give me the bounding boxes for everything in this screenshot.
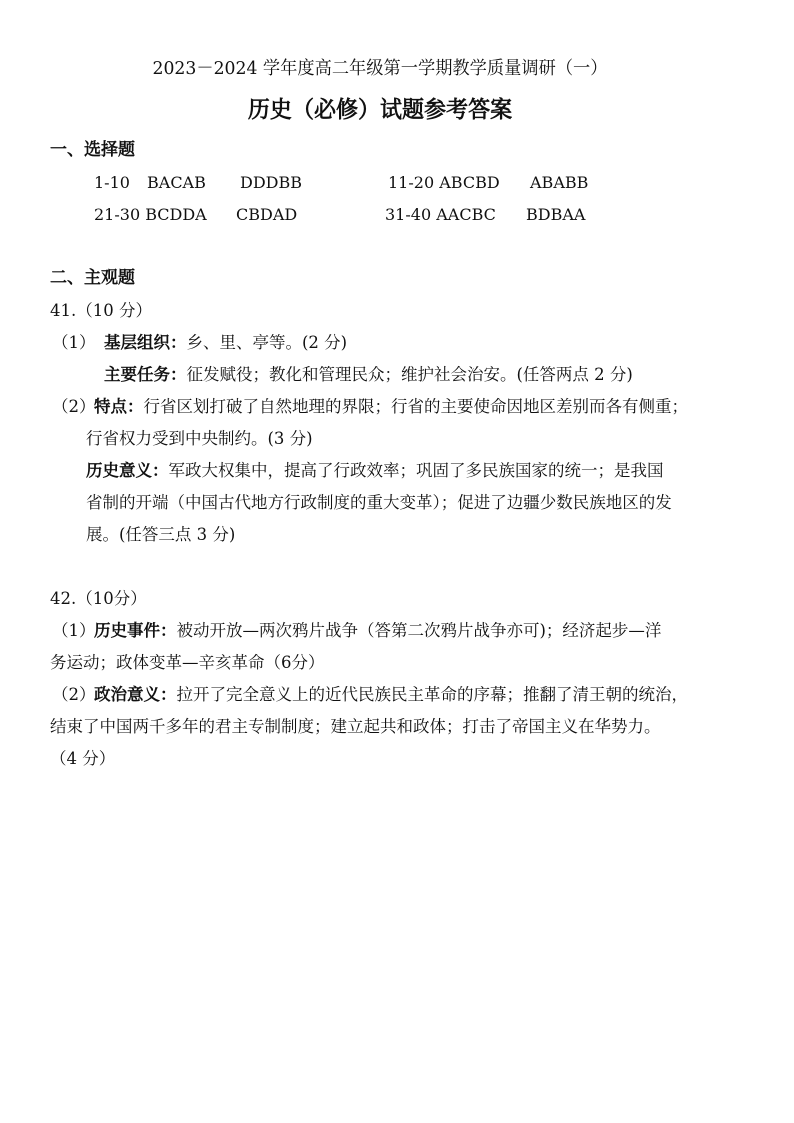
q42-part2-number: （2） [52,685,96,704]
answer-set-1-5: BACAB [147,173,206,192]
q41-part1-text: 乡、里、亭等。(2 分) [186,333,348,352]
question-42-number: 42.（10分） [50,589,147,608]
document-title: 2023－2024 学年度高二年级第一学期教学质量调研（一） [152,58,608,79]
answer-range-31-40: 31-40 AACBC [385,205,496,224]
q41-part1-line [104,335,347,352]
q42-part1-text-cont: 务运动；政体变革—辛亥革命（6分） [50,653,325,672]
q41-part2-text-cont: 行省权力受到中央制约。(3 分) [86,429,313,448]
document-subtitle: 历史（必修）试题参考答案 [247,96,513,123]
question-41-number: 41.（10 分） [50,301,152,320]
q41-part2-number: （2） [52,397,96,416]
q41-part2-text: 行省区划打破了自然地理的界限；行省的主要使命因地区差别而各有侧重； [143,397,688,416]
q42-part2-label: 政治意义： [94,685,177,704]
answer-set-16-20: ABABB [530,173,589,192]
section-subjective-heading: 二、主观题 [50,268,135,288]
q42-part1-line [94,623,661,640]
q42-part2-text-cont: 结束了中国两千多年的君主专制制度；建立起共和政体；打击了帝国主义在华势力。 [50,717,661,736]
q42-part2-text: 拉开了完全意义上的近代民族民主革命的序幕；推翻了清王朝的统治， [176,685,688,704]
q41-part1-number: （1） [52,333,96,352]
q42-part2-text-end: （4 分） [50,749,116,768]
answer-range-1-10: 1-10 [94,173,130,192]
q42-part2-line [94,687,688,704]
q41-part1-label: 基层组织： [104,333,187,352]
q42-part1-number: （1） [52,621,96,640]
q41-part3-text: 军政大权集中，提高了行政效率；巩固了多民族国家的统一；是我国 [168,461,664,480]
q41-part2-label: 特点： [94,397,144,416]
q41-part1b-text: 征发赋役；教化和管理民众；维护社会治安。(任答两点 2 分) [186,365,633,384]
q41-part1b-label: 主要任务： [104,365,187,384]
q41-part3-label: 历史意义： [86,461,169,480]
answer-set-26-30: CBDAD [236,205,298,224]
q41-part1b-line [104,367,633,384]
answer-range-21-30: 21-30 BCDDA [94,205,207,224]
q41-part3-text-end: 展。(任答三点 3 分) [86,525,236,544]
q41-part3-text-cont: 省制的开端（中国古代地方行政制度的重大变革）；促进了边疆少数民族地区的发 [86,493,672,512]
answer-set-36-40: BDBAA [526,205,586,224]
section-multiple-choice-heading: 一、选择题 [50,140,135,160]
q42-part1-text: 被动开放—两次鸦片战争（答第二次鸦片战争亦可)；经济起步—洋 [176,621,662,640]
q42-part1-label: 历史事件： [94,621,177,640]
answer-range-11-20: 11-20 ABCBD [388,173,500,192]
q41-part2-line [94,399,688,416]
q41-part3-line [86,463,664,480]
answer-set-6-10: DDDBB [240,173,302,192]
